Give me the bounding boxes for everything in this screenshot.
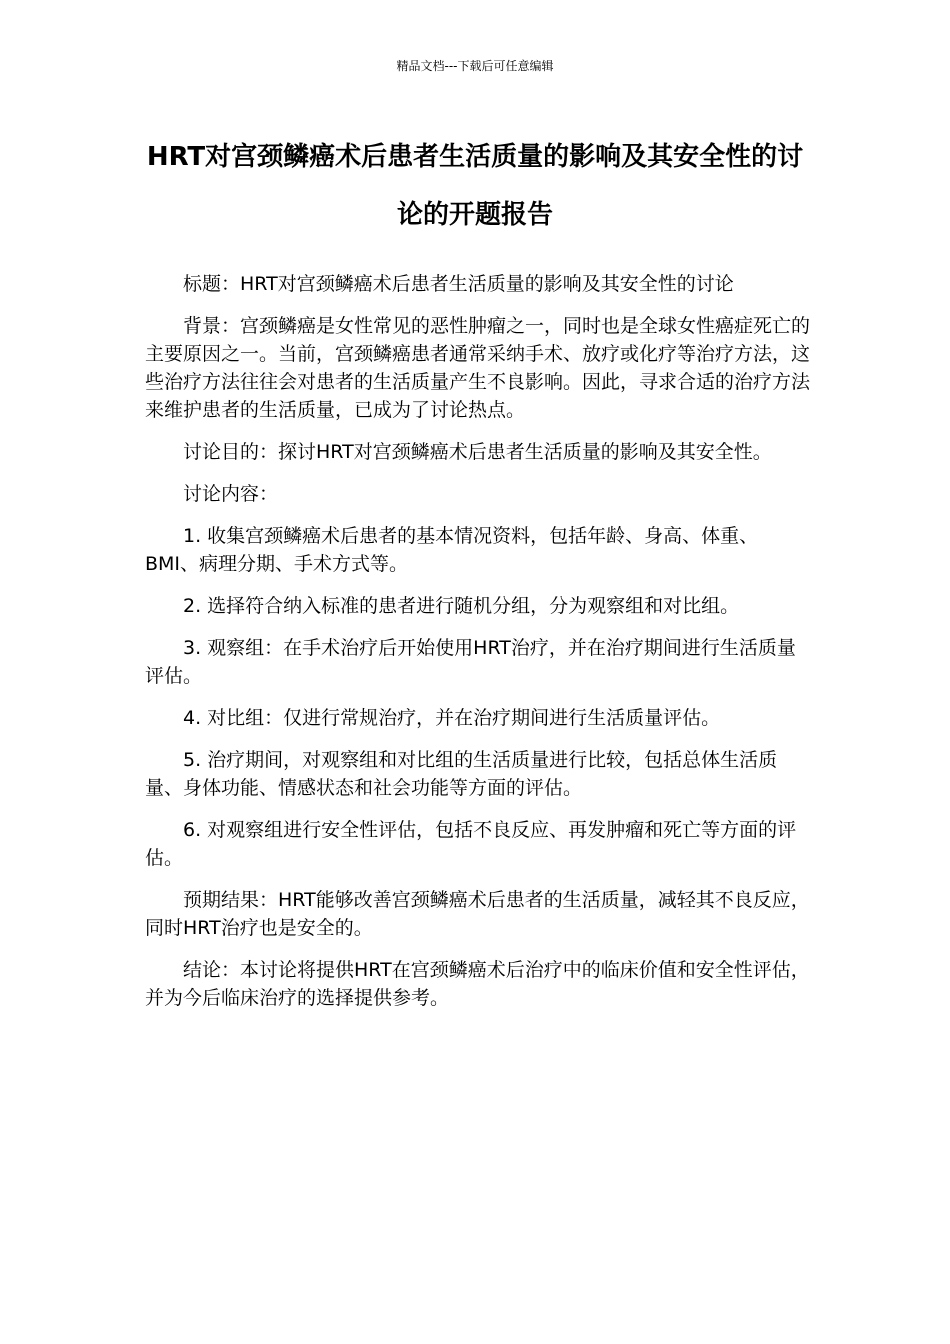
- list-item-1: 1. 收集宫颈鳞癌术后患者的基本情况资料，包括年龄、身高、体重、BMI、病理分期、手术方式等。: [145, 525, 759, 575]
- paragraph-conclusion: 结论：本讨论将提供HRT在宫颈鳞癌术后治疗中的临床价值和安全性评估，并为今后临床治疗的选择提供参考。: [145, 959, 810, 1009]
- list-item-3: 3. 观察组：在手术治疗后开始使用HRT治疗，并在治疗期间进行生活质量评估。: [145, 637, 796, 687]
- paragraph-background: 背景：宫颈鳞癌是女性常见的恶性肿瘤之一，同时也是全球女性癌症死亡的主要原因之一。当前，宫颈鳞癌患者通常采纳手术、放疗或化疗等治疗方法，这些治疗方法往往会对患者的生活质量产生不良影响。因此，寻求合适的治疗方法来维护患者的生活质量，已成为了讨论热点。: [145, 315, 811, 421]
- paragraph-purpose: 讨论目的：探讨HRT对宫颈鳞癌术后患者生活质量的影响及其安全性。: [183, 441, 772, 463]
- paragraph-expected-results: 预期结果：HRT能够改善宫颈鳞癌术后患者的生活质量，减轻其不良反应，同时HRT治疗也是安全的。: [145, 889, 810, 939]
- document-title: HRT对宫颈鳞癌术后患者生活质量的影响及其安全性的讨论的开题报告: [146, 142, 804, 230]
- list-item-2: 2. 选择符合纳入标准的患者进行随机分组，分为观察组和对比组。: [183, 595, 740, 617]
- list-item-5: 5. 治疗期间，对观察组和对比组的生活质量进行比较，包括总体生活质量、身体功能、情感状态和社会功能等方面的评估。: [145, 749, 778, 799]
- list-item-4: 4. 对比组：仅进行常规治疗，并在治疗期间进行生活质量评估。: [183, 707, 721, 729]
- paragraph-content-heading: 讨论内容：: [183, 483, 279, 505]
- paragraph-topic: 标题：HRT对宫颈鳞癌术后患者生活质量的影响及其安全性的讨论: [183, 273, 734, 295]
- document-body: [145, 270, 810, 1026]
- header-note: 精品文档---下载后可任意编辑: [396, 59, 554, 73]
- list-item-6: 6. 对观察组进行安全性评估，包括不良反应、再发肿瘤和死亡等方面的评估。: [145, 819, 797, 869]
